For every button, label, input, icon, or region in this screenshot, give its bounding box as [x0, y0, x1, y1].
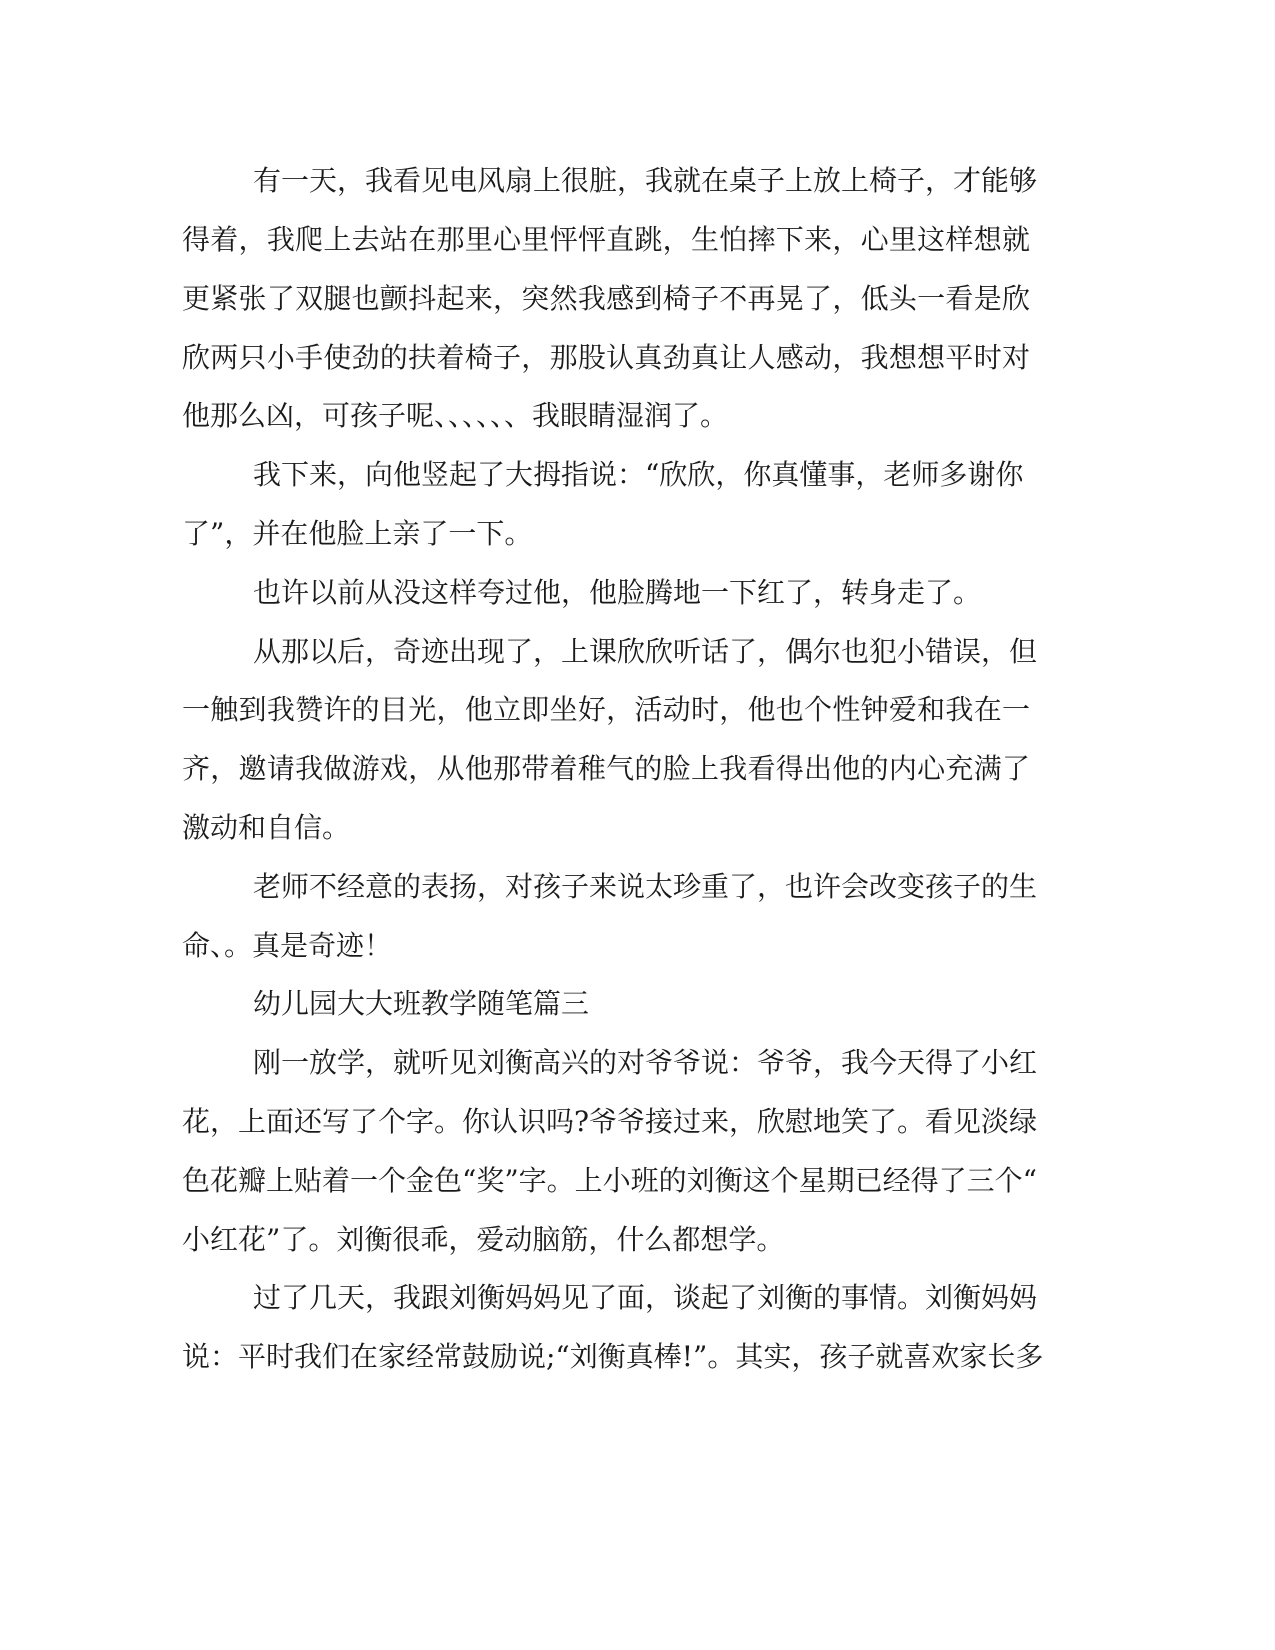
paragraph-line: 刚一放学，就听见刘衡高兴的对爷爷说：爷爷，我今天得了小红: [253, 1046, 1038, 1079]
paragraph-line: 命、。真是奇迹！: [182, 929, 393, 962]
paragraph-line: 了”，并在他脸上亲了一下。: [182, 517, 533, 550]
paragraph-line: 更紧张了双腿也颤抖起来，突然我感到椅子不再晃了，低头一看是欣: [182, 282, 1030, 315]
paragraph-line: 也许以前从没这样夸过他，他脸腾地一下红了，转身走了。: [253, 576, 982, 609]
paragraph-line: 从那以后，奇迹出现了，上课欣欣听话了，偶尔也犯小错误，但: [253, 635, 1038, 668]
paragraph-line: 说：平时我们在家经常鼓励说;“刘衡真棒!”。其实，孩子就喜欢家长多: [182, 1340, 1044, 1373]
paragraph-line: 他那么凶，可孩子呢、、、、、、我眼睛湿润了。: [182, 399, 729, 432]
paragraph-line: 欣两只小手使劲的扶着椅子，那股认真劲真让人感动，我想想平时对: [182, 341, 1030, 374]
paragraph-line: 一触到我赞许的目光，他立即坐好，活动时，他也个性钟爱和我在一: [182, 693, 1030, 726]
paragraph-line: 激动和自信。: [182, 811, 351, 844]
paragraph-line: 花，上面还写了个字。你认识吗?爷爷接过来，欣慰地笑了。看见淡绿: [182, 1105, 1038, 1138]
paragraph-line: 过了几天，我跟刘衡妈妈见了面，谈起了刘衡的事情。刘衡妈妈: [253, 1281, 1038, 1314]
paragraph-line: 色花瓣上贴着一个金色“奖”字。上小班的刘衡这个星期已经得了三个“: [182, 1164, 1037, 1197]
paragraph-line: 老师不经意的表扬，对孩子来说太珍重了，也许会改变孩子的生: [253, 870, 1038, 903]
paragraph-line: 得着，我爬上去站在那里心里怦怦直跳，生怕摔下来，心里这样想就: [182, 223, 1030, 256]
paragraph-line: 有一天，我看见电风扇上很脏，我就在桌子上放上椅子，才能够: [253, 164, 1038, 197]
paragraph-line: 齐，邀请我做游戏，从他那带着稚气的脸上我看得出他的内心充满了: [182, 752, 1030, 785]
section-heading: 幼儿园大大班教学随笔篇三: [253, 987, 590, 1020]
paragraph-line: 我下来，向他竖起了大拇指说：“欣欣，你真懂事，老师多谢你: [253, 458, 1024, 491]
paragraph-line: 小红花”了。刘衡很乖，爱动脑筋，什么都想学。: [182, 1223, 785, 1256]
